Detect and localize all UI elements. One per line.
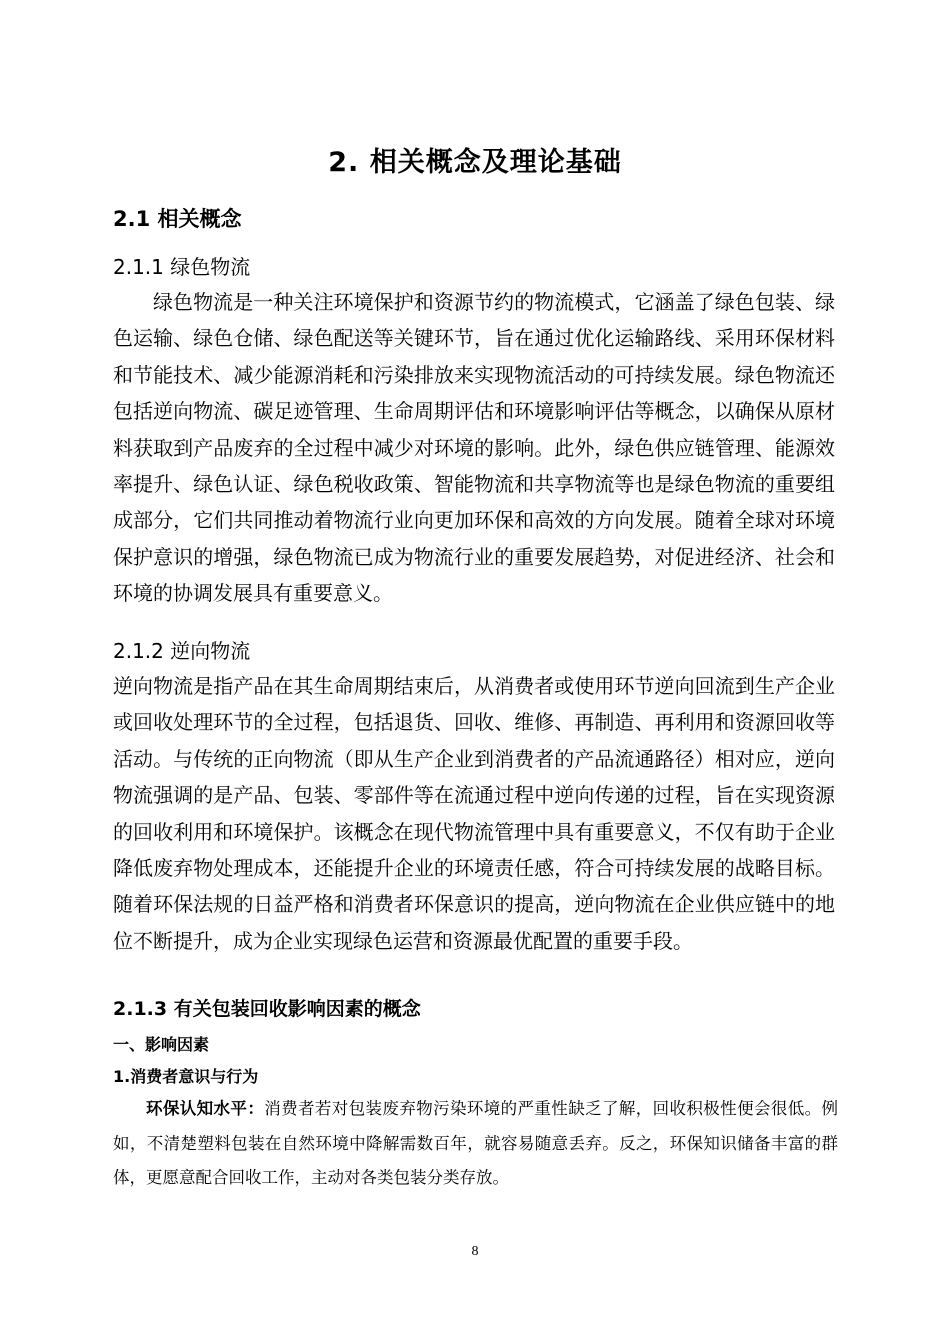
subsection-heading-packaging-recycling: 2.1.3 有关包装回收影响因素的概念 bbox=[113, 998, 421, 1020]
paragraph-text bbox=[113, 1092, 838, 1196]
paragraph-lead: 环保认知水平： bbox=[146, 1099, 265, 1118]
part-heading-influencing-factors: 一、影响因素 bbox=[113, 1035, 210, 1054]
chapter-title: 2. 相关概念及理论基础 bbox=[328, 147, 622, 178]
paragraph-text: 绿色物流是一种关注环境保护和资源节约的物流模式，它涵盖了绿色包装、绿色运输、绿色仓储、绿色配送等关键环节，旨在通过优化运输路线、采用环保材料和节能技术、减少能源消耗和污染排放来实现物流活动的可持续发展。绿色物流还包括逆向物流、碳足迹管理、生命周期评估和环境影响评估等概念，以确保从原材料获取到产品废弃的全过程中减少对环境的影响。此外，绿色供应链管理、能源效率提升、绿色认证、绿色税收政策、智能物流和共享物流等也是绿色物流的重要组成部分，它们共同推动着物流行业向更加环保和高效的方向发展。随着全球对环境保护意识的增强，绿色物流已成为物流行业的重要发展趋势，对促进经济、社会和环境的协调发展具有重要意义。 bbox=[113, 290, 835, 606]
reverse-logistics-paragraph bbox=[113, 668, 835, 959]
section-title: 2.1 相关概念 bbox=[113, 207, 242, 231]
consumer-awareness-paragraph bbox=[113, 1092, 838, 1196]
paragraph-body: 消费者若对包装废弃物污染环境的严重性缺乏了解，回收积极性便会很低。例如，不清楚塑料包装在自然环境中降解需数百年，就容易随意丢弃。反之，环保知识储备丰富的群体，更愿意配合回收工作，主动对各类包装分类存放。 bbox=[113, 1099, 839, 1187]
subsection-heading-green-logistics: 2.1.1 绿色物流 bbox=[113, 255, 251, 279]
page-number: 8 bbox=[471, 1244, 479, 1259]
item-heading-consumer-awareness: 1.消费者意识与行为 bbox=[113, 1067, 259, 1086]
green-logistics-paragraph bbox=[113, 284, 835, 612]
subsection-heading-reverse-logistics: 2.1.2 逆向物流 bbox=[113, 639, 251, 663]
paragraph-text: 逆向物流是指产品在其生命周期结束后，从消费者或使用环节逆向回流到生产企业或回收处理环节的全过程，包括退货、回收、维修、再制造、再利用和资源回收等活动。与传统的正向物流（即从生产企业到消费者的产品流通路径）相对应，逆向物流强调的是产品、包装、零部件等在流通过程中逆向传递的过程，旨在实现资源的回收利用和环境保护。该概念在现代物流管理中具有重要意义，不仅有助于企业降低废弃物处理成本，还能提升企业的环境责任感，符合可持续发展的战略目标。随着环保法规的日益严格和消费者环保意识的提高，逆向物流在企业供应链中的地位不断提升，成为企业实现绿色运营和资源最优配置的重要手段。 bbox=[113, 674, 835, 953]
